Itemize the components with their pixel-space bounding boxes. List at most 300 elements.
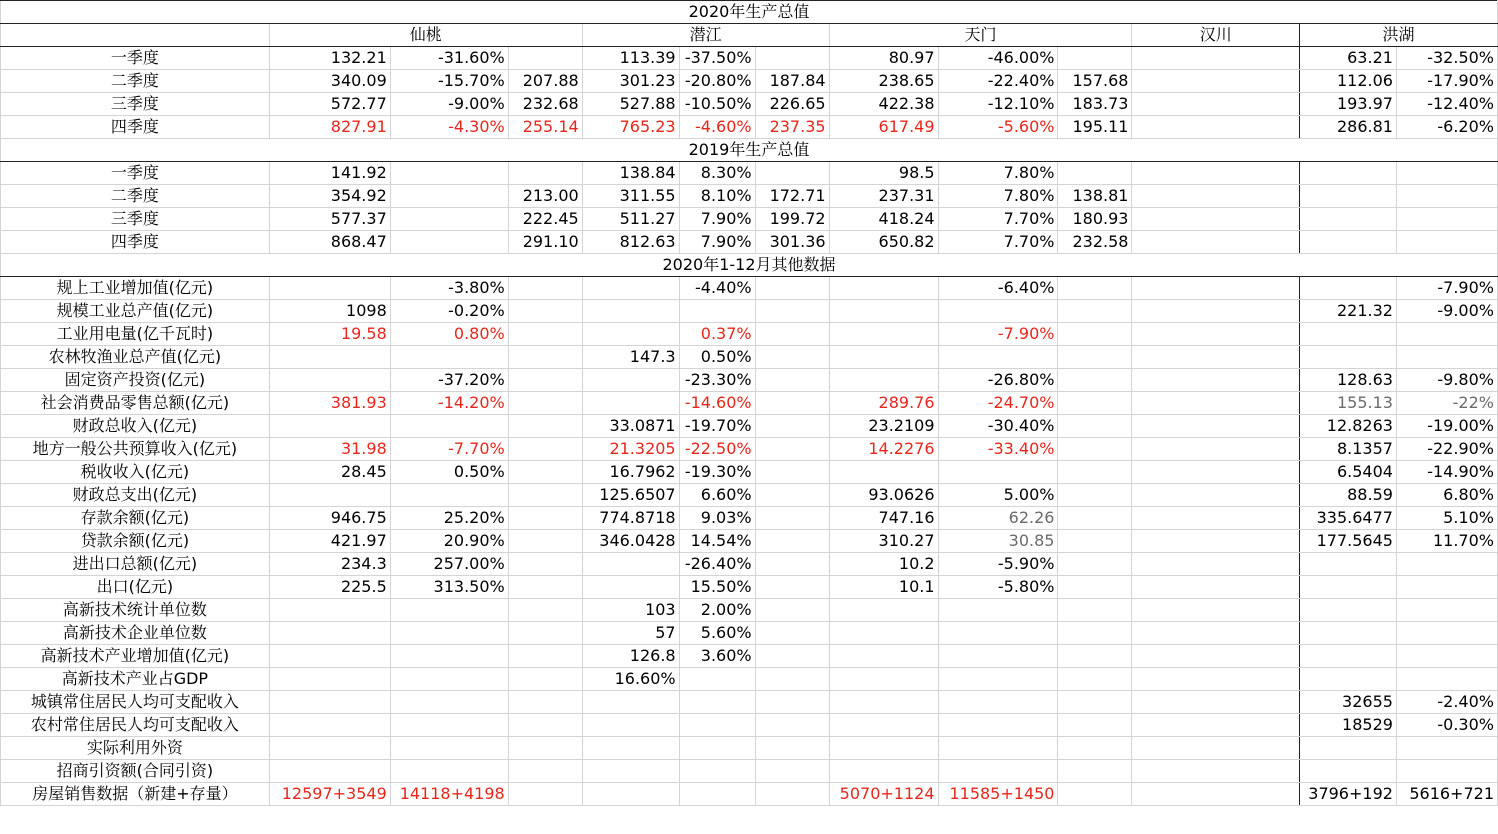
data-cell[interactable]: 7.90% — [679, 208, 755, 231]
data-cell[interactable] — [1299, 162, 1396, 185]
data-cell[interactable]: -32.50% — [1396, 47, 1497, 70]
data-cell[interactable] — [1058, 300, 1132, 323]
data-cell[interactable] — [1058, 484, 1132, 507]
data-cell[interactable] — [390, 185, 508, 208]
data-cell[interactable]: 650.82 — [829, 231, 938, 254]
data-cell[interactable] — [1058, 783, 1132, 806]
data-cell[interactable]: 5616+721 — [1396, 783, 1497, 806]
data-cell[interactable] — [1396, 599, 1497, 622]
data-cell[interactable] — [755, 415, 829, 438]
data-cell[interactable]: 88.59 — [1299, 484, 1396, 507]
data-cell[interactable] — [508, 484, 582, 507]
data-cell[interactable]: 0.50% — [679, 346, 755, 369]
data-cell[interactable] — [390, 231, 508, 254]
data-cell[interactable] — [508, 392, 582, 415]
data-cell[interactable]: -30.40% — [938, 415, 1058, 438]
data-cell[interactable]: -22.90% — [1396, 438, 1497, 461]
data-cell[interactable] — [1132, 162, 1300, 185]
data-cell[interactable]: 222.45 — [508, 208, 582, 231]
data-cell[interactable]: 7.80% — [938, 185, 1058, 208]
data-cell[interactable] — [1132, 714, 1300, 737]
data-cell[interactable] — [829, 323, 938, 346]
data-cell[interactable]: 301.23 — [582, 70, 679, 93]
data-cell[interactable]: -22.50% — [679, 438, 755, 461]
row-label[interactable]: 三季度 — [1, 93, 270, 116]
data-cell[interactable] — [755, 553, 829, 576]
row-label[interactable]: 进出口总额(亿元) — [1, 553, 270, 576]
data-cell[interactable]: 11585+1450 — [938, 783, 1058, 806]
data-cell[interactable]: 5070+1124 — [829, 783, 938, 806]
data-cell[interactable]: -19.00% — [1396, 415, 1497, 438]
row-label[interactable]: 规上工业增加值(亿元) — [1, 277, 270, 300]
data-cell[interactable] — [1299, 576, 1396, 599]
row-label[interactable]: 高新技术统计单位数 — [1, 599, 270, 622]
data-cell[interactable]: -4.40% — [679, 277, 755, 300]
row-label[interactable]: 高新技术产业增加值(亿元) — [1, 645, 270, 668]
data-cell[interactable] — [829, 369, 938, 392]
data-cell[interactable]: 418.24 — [829, 208, 938, 231]
data-cell[interactable] — [829, 668, 938, 691]
data-cell[interactable]: 125.6507 — [582, 484, 679, 507]
data-cell[interactable] — [1132, 323, 1300, 346]
data-cell[interactable]: 346.0428 — [582, 530, 679, 553]
data-cell[interactable]: -6.40% — [938, 277, 1058, 300]
data-cell[interactable] — [1299, 668, 1396, 691]
data-cell[interactable] — [938, 599, 1058, 622]
data-cell[interactable] — [1396, 576, 1497, 599]
data-cell[interactable]: -0.30% — [1396, 714, 1497, 737]
data-cell[interactable] — [938, 461, 1058, 484]
data-cell[interactable]: -33.40% — [938, 438, 1058, 461]
data-cell[interactable] — [508, 369, 582, 392]
data-cell[interactable] — [1058, 323, 1132, 346]
data-cell[interactable]: 15.50% — [679, 576, 755, 599]
data-cell[interactable] — [938, 346, 1058, 369]
data-cell[interactable]: 8.10% — [679, 185, 755, 208]
data-cell[interactable] — [1396, 231, 1497, 254]
data-cell[interactable] — [390, 208, 508, 231]
row-label[interactable]: 社会消费品零售总额(亿元) — [1, 392, 270, 415]
data-cell[interactable] — [269, 369, 390, 392]
data-cell[interactable] — [1058, 415, 1132, 438]
data-cell[interactable]: 286.81 — [1299, 116, 1396, 139]
data-cell[interactable]: -9.00% — [390, 93, 508, 116]
data-cell[interactable]: 257.00% — [390, 553, 508, 576]
row-label[interactable]: 三季度 — [1, 208, 270, 231]
data-cell[interactable]: 98.5 — [829, 162, 938, 185]
data-cell[interactable] — [1058, 392, 1132, 415]
data-cell[interactable] — [582, 553, 679, 576]
data-cell[interactable]: 255.14 — [508, 116, 582, 139]
row-label[interactable]: 二季度 — [1, 70, 270, 93]
data-cell[interactable] — [1299, 346, 1396, 369]
data-cell[interactable] — [679, 760, 755, 783]
data-cell[interactable] — [508, 277, 582, 300]
data-cell[interactable] — [1058, 369, 1132, 392]
data-cell[interactable] — [1132, 576, 1300, 599]
data-cell[interactable] — [938, 714, 1058, 737]
data-cell[interactable] — [1396, 622, 1497, 645]
data-cell[interactable]: 14.54% — [679, 530, 755, 553]
data-cell[interactable] — [1132, 668, 1300, 691]
data-cell[interactable] — [508, 507, 582, 530]
data-cell[interactable]: 238.65 — [829, 70, 938, 93]
row-label[interactable]: 高新技术产业占GDP — [1, 668, 270, 691]
data-cell[interactable] — [508, 162, 582, 185]
data-cell[interactable] — [1132, 645, 1300, 668]
data-cell[interactable] — [508, 691, 582, 714]
data-cell[interactable] — [1058, 760, 1132, 783]
data-cell[interactable]: 8.1357 — [1299, 438, 1396, 461]
data-cell[interactable] — [829, 760, 938, 783]
data-cell[interactable]: 354.92 — [269, 185, 390, 208]
row-label[interactable]: 城镇常住居民人均可支配收入 — [1, 691, 270, 714]
data-cell[interactable]: 313.50% — [390, 576, 508, 599]
data-cell[interactable]: 291.10 — [508, 231, 582, 254]
data-cell[interactable] — [938, 622, 1058, 645]
data-cell[interactable]: -24.70% — [938, 392, 1058, 415]
data-cell[interactable]: 10.1 — [829, 576, 938, 599]
data-cell[interactable] — [679, 668, 755, 691]
data-cell[interactable] — [269, 346, 390, 369]
data-cell[interactable]: 8.30% — [679, 162, 755, 185]
data-cell[interactable]: 20.90% — [390, 530, 508, 553]
data-cell[interactable]: 7.70% — [938, 231, 1058, 254]
data-cell[interactable]: -26.80% — [938, 369, 1058, 392]
data-cell[interactable]: 221.32 — [1299, 300, 1396, 323]
row-label[interactable]: 地方一般公共预算收入(亿元) — [1, 438, 270, 461]
data-cell[interactable] — [829, 691, 938, 714]
data-cell[interactable]: 232.58 — [1058, 231, 1132, 254]
data-cell[interactable] — [1058, 622, 1132, 645]
data-cell[interactable] — [508, 737, 582, 760]
data-cell[interactable]: -9.80% — [1396, 369, 1497, 392]
data-cell[interactable]: 18529 — [1299, 714, 1396, 737]
data-cell[interactable]: 6.5404 — [1299, 461, 1396, 484]
data-cell[interactable] — [829, 599, 938, 622]
data-cell[interactable] — [829, 737, 938, 760]
data-cell[interactable] — [390, 162, 508, 185]
section-title-other-2020[interactable]: 2020年1-12月其他数据 — [1, 254, 1498, 277]
data-cell[interactable]: -10.50% — [679, 93, 755, 116]
data-cell[interactable]: 289.76 — [829, 392, 938, 415]
data-cell[interactable] — [1299, 599, 1396, 622]
data-cell[interactable]: -2.40% — [1396, 691, 1497, 714]
data-cell[interactable]: 2.00% — [679, 599, 755, 622]
data-cell[interactable]: 11.70% — [1396, 530, 1497, 553]
data-cell[interactable] — [755, 737, 829, 760]
data-cell[interactable] — [938, 737, 1058, 760]
data-cell[interactable] — [390, 691, 508, 714]
data-cell[interactable] — [1058, 530, 1132, 553]
data-cell[interactable] — [269, 415, 390, 438]
data-cell[interactable]: -7.90% — [1396, 277, 1497, 300]
data-cell[interactable] — [755, 622, 829, 645]
data-cell[interactable] — [508, 461, 582, 484]
data-cell[interactable] — [269, 484, 390, 507]
data-cell[interactable] — [1132, 231, 1300, 254]
data-cell[interactable] — [1299, 553, 1396, 576]
data-cell[interactable] — [1058, 277, 1132, 300]
data-cell[interactable]: -9.00% — [1396, 300, 1497, 323]
data-cell[interactable] — [1299, 645, 1396, 668]
data-cell[interactable] — [582, 300, 679, 323]
data-cell[interactable] — [582, 783, 679, 806]
data-cell[interactable] — [1058, 346, 1132, 369]
data-cell[interactable]: -19.70% — [679, 415, 755, 438]
section-title-gdp-2020[interactable]: 2020年生产总值 — [1, 1, 1498, 24]
data-cell[interactable]: -12.40% — [1396, 93, 1497, 116]
data-cell[interactable] — [1058, 737, 1132, 760]
data-cell[interactable]: 19.58 — [269, 323, 390, 346]
data-cell[interactable] — [390, 737, 508, 760]
data-cell[interactable]: 6.60% — [679, 484, 755, 507]
data-cell[interactable]: -3.80% — [390, 277, 508, 300]
data-cell[interactable] — [1132, 47, 1300, 70]
row-label[interactable]: 固定资产投资(亿元) — [1, 369, 270, 392]
data-cell[interactable] — [755, 783, 829, 806]
data-cell[interactable] — [1132, 760, 1300, 783]
data-cell[interactable]: 225.5 — [269, 576, 390, 599]
row-label[interactable]: 存款余额(亿元) — [1, 507, 270, 530]
data-cell[interactable]: 193.97 — [1299, 93, 1396, 116]
data-cell[interactable]: 28.45 — [269, 461, 390, 484]
data-cell[interactable]: 7.80% — [938, 162, 1058, 185]
data-cell[interactable] — [829, 645, 938, 668]
data-cell[interactable] — [1058, 691, 1132, 714]
data-cell[interactable] — [1132, 691, 1300, 714]
data-cell[interactable] — [938, 691, 1058, 714]
data-cell[interactable] — [1299, 185, 1396, 208]
data-cell[interactable]: 138.84 — [582, 162, 679, 185]
data-cell[interactable] — [1132, 93, 1300, 116]
data-cell[interactable] — [1396, 162, 1497, 185]
data-cell[interactable]: 527.88 — [582, 93, 679, 116]
data-cell[interactable]: 93.0626 — [829, 484, 938, 507]
data-cell[interactable]: 421.97 — [269, 530, 390, 553]
data-cell[interactable] — [938, 668, 1058, 691]
data-cell[interactable] — [269, 277, 390, 300]
data-cell[interactable]: 12597+3549 — [269, 783, 390, 806]
data-cell[interactable] — [1396, 553, 1497, 576]
data-cell[interactable] — [1396, 208, 1497, 231]
data-cell[interactable] — [1132, 392, 1300, 415]
data-cell[interactable]: -5.80% — [938, 576, 1058, 599]
data-cell[interactable] — [755, 461, 829, 484]
row-label[interactable]: 规模工业总产值(亿元) — [1, 300, 270, 323]
data-cell[interactable] — [829, 300, 938, 323]
data-cell[interactable] — [1132, 507, 1300, 530]
data-cell[interactable] — [1132, 277, 1300, 300]
data-cell[interactable]: 3796+192 — [1299, 783, 1396, 806]
data-cell[interactable]: 237.35 — [755, 116, 829, 139]
data-cell[interactable] — [755, 645, 829, 668]
data-cell[interactable] — [1299, 231, 1396, 254]
data-cell[interactable]: 14.2276 — [829, 438, 938, 461]
data-cell[interactable] — [755, 484, 829, 507]
data-cell[interactable]: -5.90% — [938, 553, 1058, 576]
data-cell[interactable] — [269, 645, 390, 668]
row-label[interactable]: 出口(亿元) — [1, 576, 270, 599]
row-label[interactable]: 农林牧渔业总产值(亿元) — [1, 346, 270, 369]
data-cell[interactable] — [390, 599, 508, 622]
data-cell[interactable] — [1132, 300, 1300, 323]
data-cell[interactable] — [1058, 599, 1132, 622]
data-cell[interactable] — [1396, 645, 1497, 668]
data-cell[interactable]: 335.6477 — [1299, 507, 1396, 530]
data-cell[interactable] — [755, 323, 829, 346]
data-cell[interactable] — [582, 323, 679, 346]
data-cell[interactable]: -6.20% — [1396, 116, 1497, 139]
data-cell[interactable] — [1132, 553, 1300, 576]
data-cell[interactable] — [755, 369, 829, 392]
data-cell[interactable] — [1132, 737, 1300, 760]
data-cell[interactable] — [755, 392, 829, 415]
data-cell[interactable]: 5.10% — [1396, 507, 1497, 530]
data-cell[interactable] — [755, 691, 829, 714]
data-cell[interactable] — [755, 438, 829, 461]
data-cell[interactable] — [390, 415, 508, 438]
data-cell[interactable] — [508, 599, 582, 622]
data-cell[interactable]: -17.90% — [1396, 70, 1497, 93]
data-cell[interactable]: 5.00% — [938, 484, 1058, 507]
data-cell[interactable] — [679, 737, 755, 760]
data-cell[interactable]: 511.27 — [582, 208, 679, 231]
data-cell[interactable] — [1299, 737, 1396, 760]
data-cell[interactable] — [938, 645, 1058, 668]
data-cell[interactable] — [679, 714, 755, 737]
data-cell[interactable] — [755, 47, 829, 70]
data-cell[interactable]: 21.3205 — [582, 438, 679, 461]
city-header[interactable]: 仙桃 — [269, 24, 582, 47]
data-cell[interactable]: 0.80% — [390, 323, 508, 346]
data-cell[interactable]: 180.93 — [1058, 208, 1132, 231]
data-cell[interactable]: -31.60% — [390, 47, 508, 70]
data-cell[interactable]: 30.85 — [938, 530, 1058, 553]
data-cell[interactable]: 577.37 — [269, 208, 390, 231]
data-cell[interactable] — [269, 760, 390, 783]
data-cell[interactable] — [679, 691, 755, 714]
data-cell[interactable] — [1132, 346, 1300, 369]
data-cell[interactable]: 138.81 — [1058, 185, 1132, 208]
data-cell[interactable] — [1132, 185, 1300, 208]
data-cell[interactable]: 113.39 — [582, 47, 679, 70]
city-header[interactable]: 潜江 — [582, 24, 829, 47]
data-cell[interactable] — [508, 645, 582, 668]
data-cell[interactable]: 774.8718 — [582, 507, 679, 530]
city-header[interactable]: 洪湖 — [1299, 24, 1497, 47]
data-cell[interactable]: -22% — [1396, 392, 1497, 415]
data-cell[interactable]: -26.40% — [679, 553, 755, 576]
data-cell[interactable]: -5.60% — [938, 116, 1058, 139]
row-label[interactable]: 工业用电量(亿千瓦时) — [1, 323, 270, 346]
data-cell[interactable] — [508, 438, 582, 461]
data-cell[interactable]: 234.3 — [269, 553, 390, 576]
data-cell[interactable] — [508, 622, 582, 645]
city-header[interactable]: 天门 — [829, 24, 1132, 47]
data-cell[interactable] — [269, 691, 390, 714]
row-label[interactable]: 财政总支出(亿元) — [1, 484, 270, 507]
data-cell[interactable] — [582, 369, 679, 392]
data-cell[interactable]: 381.93 — [269, 392, 390, 415]
data-cell[interactable] — [582, 392, 679, 415]
data-cell[interactable]: -12.10% — [938, 93, 1058, 116]
data-cell[interactable] — [508, 323, 582, 346]
data-cell[interactable] — [508, 783, 582, 806]
data-cell[interactable]: 213.00 — [508, 185, 582, 208]
data-cell[interactable]: 310.27 — [829, 530, 938, 553]
row-label[interactable]: 一季度 — [1, 162, 270, 185]
data-cell[interactable] — [1396, 346, 1497, 369]
data-cell[interactable]: 32655 — [1299, 691, 1396, 714]
data-cell[interactable]: 827.91 — [269, 116, 390, 139]
data-cell[interactable] — [508, 760, 582, 783]
data-cell[interactable] — [1396, 737, 1497, 760]
data-cell[interactable] — [679, 300, 755, 323]
data-cell[interactable] — [390, 668, 508, 691]
row-label[interactable]: 四季度 — [1, 231, 270, 254]
data-cell[interactable]: 112.06 — [1299, 70, 1396, 93]
data-cell[interactable]: 765.23 — [582, 116, 679, 139]
data-cell[interactable] — [1299, 208, 1396, 231]
data-cell[interactable] — [1396, 668, 1497, 691]
data-cell[interactable]: 80.97 — [829, 47, 938, 70]
data-cell[interactable] — [508, 47, 582, 70]
data-cell[interactable] — [679, 783, 755, 806]
data-cell[interactable]: 237.31 — [829, 185, 938, 208]
data-cell[interactable] — [829, 714, 938, 737]
row-label[interactable]: 一季度 — [1, 47, 270, 70]
data-cell[interactable] — [582, 277, 679, 300]
data-cell[interactable] — [1058, 438, 1132, 461]
data-cell[interactable] — [390, 346, 508, 369]
data-cell[interactable]: 183.73 — [1058, 93, 1132, 116]
data-cell[interactable] — [1058, 645, 1132, 668]
data-cell[interactable]: -0.20% — [390, 300, 508, 323]
data-cell[interactable] — [1132, 208, 1300, 231]
data-cell[interactable] — [1132, 484, 1300, 507]
data-cell[interactable] — [1058, 162, 1132, 185]
data-cell[interactable] — [755, 760, 829, 783]
data-cell[interactable]: 3.60% — [679, 645, 755, 668]
data-cell[interactable] — [582, 691, 679, 714]
data-cell[interactable] — [938, 760, 1058, 783]
data-cell[interactable] — [1396, 185, 1497, 208]
data-cell[interactable] — [269, 622, 390, 645]
data-cell[interactable] — [755, 668, 829, 691]
data-cell[interactable] — [1132, 116, 1300, 139]
data-cell[interactable]: 126.8 — [582, 645, 679, 668]
data-cell[interactable] — [1058, 668, 1132, 691]
data-cell[interactable]: 5.60% — [679, 622, 755, 645]
data-cell[interactable] — [1058, 576, 1132, 599]
data-cell[interactable]: 9.03% — [679, 507, 755, 530]
data-cell[interactable]: 132.21 — [269, 47, 390, 70]
data-cell[interactable]: -46.00% — [938, 47, 1058, 70]
data-cell[interactable]: 25.20% — [390, 507, 508, 530]
data-cell[interactable]: 6.80% — [1396, 484, 1497, 507]
data-cell[interactable]: 7.70% — [938, 208, 1058, 231]
data-cell[interactable]: -14.90% — [1396, 461, 1497, 484]
data-cell[interactable]: 232.68 — [508, 93, 582, 116]
data-cell[interactable]: 0.50% — [390, 461, 508, 484]
data-cell[interactable] — [1058, 714, 1132, 737]
data-cell[interactable]: -7.70% — [390, 438, 508, 461]
data-cell[interactable]: 155.13 — [1299, 392, 1396, 415]
data-cell[interactable] — [1058, 47, 1132, 70]
row-label[interactable]: 财政总收入(亿元) — [1, 415, 270, 438]
data-cell[interactable] — [829, 622, 938, 645]
